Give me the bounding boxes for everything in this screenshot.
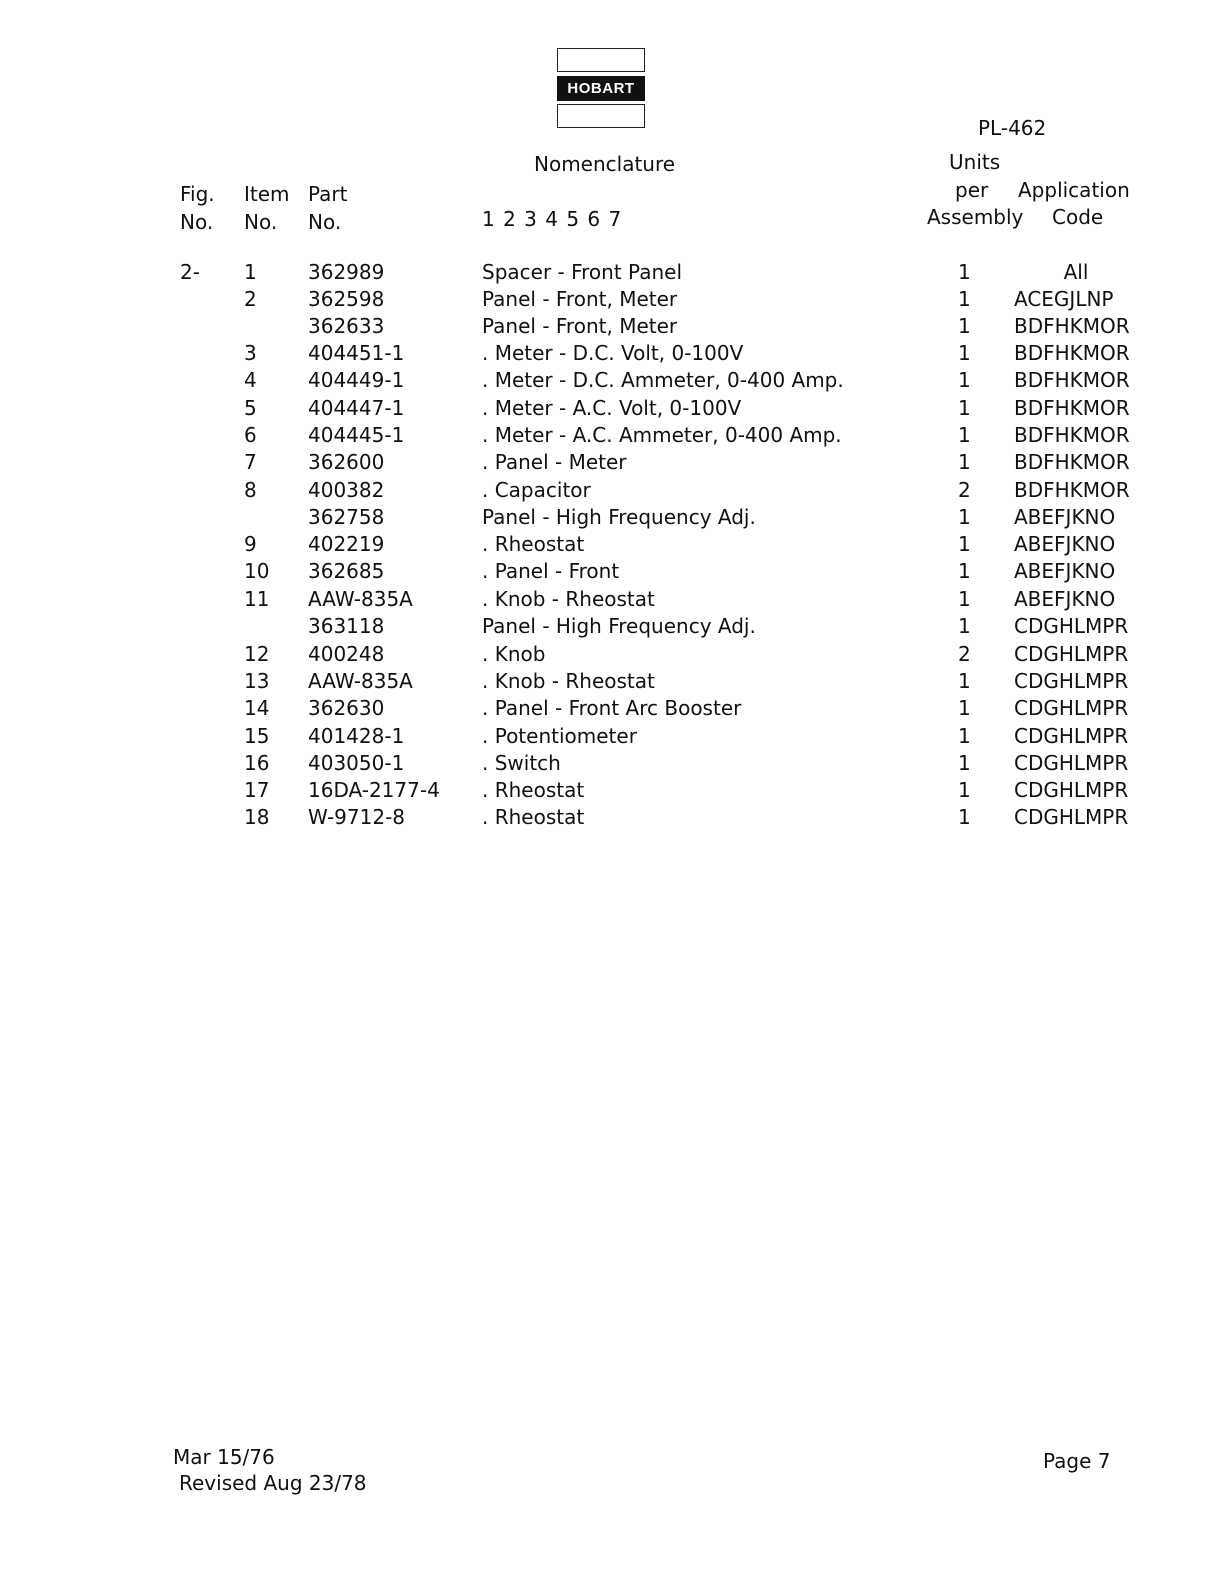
application-code: CDGHLMPR — [1014, 805, 1129, 829]
table-row — [0, 395, 1222, 422]
application-code: CDGHLMPR — [1014, 614, 1129, 638]
nomenclature: . Rheostat — [482, 805, 585, 829]
item-no: 13 — [244, 669, 270, 693]
nomenclature: Panel - Front, Meter — [482, 287, 678, 311]
table-row — [0, 340, 1222, 367]
nomenclature: . Knob - Rheostat — [482, 669, 655, 693]
nomenclature: . Knob - Rheostat — [482, 587, 655, 611]
application-code: CDGHLMPR — [1014, 778, 1129, 802]
table-row — [0, 723, 1222, 750]
nomenclature: . Panel - Front Arc Booster — [482, 696, 742, 720]
page-number: Page 7 — [1043, 1449, 1111, 1473]
part-no: 362598 — [308, 287, 385, 311]
units-per-assembly: 1 — [958, 423, 971, 447]
table-row — [0, 504, 1222, 531]
units-per-assembly: 1 — [958, 696, 971, 720]
footer-revised: Revised Aug 23/78 — [179, 1471, 367, 1495]
application-code: ACEGJLNP — [1014, 287, 1114, 311]
application-code: ABEFJKNO — [1014, 505, 1116, 529]
part-no: 362600 — [308, 450, 385, 474]
header-units-line2: per — [955, 178, 989, 202]
table-row — [0, 531, 1222, 558]
table-row — [0, 641, 1222, 668]
part-no: 401428-1 — [308, 724, 405, 748]
application-code: ABEFJKNO — [1014, 532, 1116, 556]
table-row — [0, 367, 1222, 394]
footer-date: Mar 15/76 — [173, 1445, 275, 1469]
application-code: BDFHKMOR — [1014, 478, 1130, 502]
units-per-assembly: 1 — [958, 751, 971, 775]
header-application-line2: Code — [1052, 205, 1104, 229]
item-no: 9 — [244, 532, 257, 556]
item-no: 6 — [244, 423, 257, 447]
application-code: BDFHKMOR — [1014, 450, 1130, 474]
units-per-assembly: 1 — [958, 505, 971, 529]
nomenclature: . Rheostat — [482, 778, 585, 802]
header-part-line2: No. — [308, 210, 342, 234]
nomenclature: Panel - Front, Meter — [482, 314, 678, 338]
part-no: 404447-1 — [308, 396, 405, 420]
part-no: 403050-1 — [308, 751, 405, 775]
item-no: 7 — [244, 450, 257, 474]
hobart-logo: HOBART — [557, 76, 645, 101]
header-item-line2: No. — [244, 210, 278, 234]
part-no: 16DA-2177-4 — [308, 778, 440, 802]
part-no: 404449-1 — [308, 368, 405, 392]
application-code: CDGHLMPR — [1014, 669, 1129, 693]
logo-frame-top — [557, 48, 645, 72]
part-no: 362685 — [308, 559, 385, 583]
units-per-assembly: 1 — [958, 314, 971, 338]
units-per-assembly: 1 — [958, 559, 971, 583]
table-row — [0, 586, 1222, 613]
application-code: CDGHLMPR — [1014, 751, 1129, 775]
part-no: 362630 — [308, 696, 385, 720]
part-no: 362758 — [308, 505, 385, 529]
header-item-line1: Item — [244, 182, 290, 206]
nomenclature: . Panel - Front — [482, 559, 620, 583]
application-code: All — [1063, 260, 1089, 284]
units-per-assembly: 1 — [958, 614, 971, 638]
nomenclature: Panel - High Frequency Adj. — [482, 614, 756, 638]
application-code: ABEFJKNO — [1014, 559, 1116, 583]
part-no: 400248 — [308, 642, 385, 666]
part-no: 362633 — [308, 314, 385, 338]
table-row — [0, 613, 1222, 640]
fig-no: 2- — [180, 260, 200, 284]
nomenclature: . Meter - A.C. Ammeter, 0-400 Amp. — [482, 423, 842, 447]
units-per-assembly: 2 — [958, 478, 971, 502]
item-no: 2 — [244, 287, 257, 311]
units-per-assembly: 2 — [958, 642, 971, 666]
nomenclature: . Rheostat — [482, 532, 585, 556]
units-per-assembly: 1 — [958, 587, 971, 611]
header-nomenclature: Nomenclature — [534, 152, 676, 176]
table-row — [0, 477, 1222, 504]
part-no: 404451-1 — [308, 341, 405, 365]
nomenclature: Spacer - Front Panel — [482, 260, 682, 284]
part-no: W-9712-8 — [308, 805, 406, 829]
units-per-assembly: 1 — [958, 287, 971, 311]
application-code: BDFHKMOR — [1014, 314, 1130, 338]
nomenclature: . Capacitor — [482, 478, 591, 502]
application-code: BDFHKMOR — [1014, 396, 1130, 420]
nomenclature: . Knob — [482, 642, 546, 666]
nomenclature: Panel - High Frequency Adj. — [482, 505, 756, 529]
item-no: 11 — [244, 587, 270, 611]
part-no: AAW-835A — [308, 587, 413, 611]
application-code: ABEFJKNO — [1014, 587, 1116, 611]
table-row — [0, 449, 1222, 476]
table-row — [0, 259, 1222, 286]
units-per-assembly: 1 — [958, 368, 971, 392]
item-no: 5 — [244, 396, 257, 420]
item-no: 1 — [244, 260, 257, 284]
part-no: 400382 — [308, 478, 385, 502]
application-code: BDFHKMOR — [1014, 423, 1130, 447]
nomenclature: . Panel - Meter — [482, 450, 627, 474]
units-per-assembly: 1 — [958, 778, 971, 802]
table-row — [0, 750, 1222, 777]
units-per-assembly: 1 — [958, 805, 971, 829]
item-no: 16 — [244, 751, 270, 775]
units-per-assembly: 1 — [958, 724, 971, 748]
item-no: 17 — [244, 778, 270, 802]
part-no: 404445-1 — [308, 423, 405, 447]
item-no: 12 — [244, 642, 270, 666]
item-no: 15 — [244, 724, 270, 748]
units-per-assembly: 1 — [958, 341, 971, 365]
item-no: 8 — [244, 478, 257, 502]
part-no: AAW-835A — [308, 669, 413, 693]
header-units-line3: Assembly — [927, 205, 1024, 229]
units-per-assembly: 1 — [958, 669, 971, 693]
units-per-assembly: 1 — [958, 532, 971, 556]
nomenclature: . Meter - D.C. Ammeter, 0-400 Amp. — [482, 368, 844, 392]
item-no: 10 — [244, 559, 270, 583]
header-fig-line1: Fig. — [180, 182, 215, 206]
units-per-assembly: 1 — [958, 260, 971, 284]
table-row — [0, 558, 1222, 585]
document-id: PL-462 — [978, 116, 1047, 140]
application-code: CDGHLMPR — [1014, 724, 1129, 748]
application-code: BDFHKMOR — [1014, 368, 1130, 392]
table-row — [0, 804, 1222, 831]
item-no: 4 — [244, 368, 257, 392]
application-code: CDGHLMPR — [1014, 696, 1129, 720]
part-no: 362989 — [308, 260, 385, 284]
table-row — [0, 777, 1222, 804]
header-fig-line2: No. — [180, 210, 214, 234]
application-code: CDGHLMPR — [1014, 642, 1129, 666]
part-no: 363118 — [308, 614, 385, 638]
table-row — [0, 286, 1222, 313]
application-code: BDFHKMOR — [1014, 341, 1130, 365]
header-nomenclature-levels: 1 2 3 4 5 6 7 — [482, 207, 623, 231]
nomenclature: . Meter - A.C. Volt, 0-100V — [482, 396, 742, 420]
table-row — [0, 695, 1222, 722]
table-row — [0, 668, 1222, 695]
units-per-assembly: 1 — [958, 396, 971, 420]
item-no: 14 — [244, 696, 270, 720]
part-no: 402219 — [308, 532, 385, 556]
table-row — [0, 313, 1222, 340]
header-application-line1: Application — [1018, 178, 1130, 202]
logo-frame-bottom — [557, 104, 645, 128]
item-no: 3 — [244, 341, 257, 365]
nomenclature: . Meter - D.C. Volt, 0-100V — [482, 341, 744, 365]
units-per-assembly: 1 — [958, 450, 971, 474]
header-units-line1: Units — [949, 150, 1001, 174]
nomenclature: . Potentiometer — [482, 724, 637, 748]
nomenclature: . Switch — [482, 751, 561, 775]
header-part-line1: Part — [308, 182, 348, 206]
table-row — [0, 422, 1222, 449]
item-no: 18 — [244, 805, 270, 829]
